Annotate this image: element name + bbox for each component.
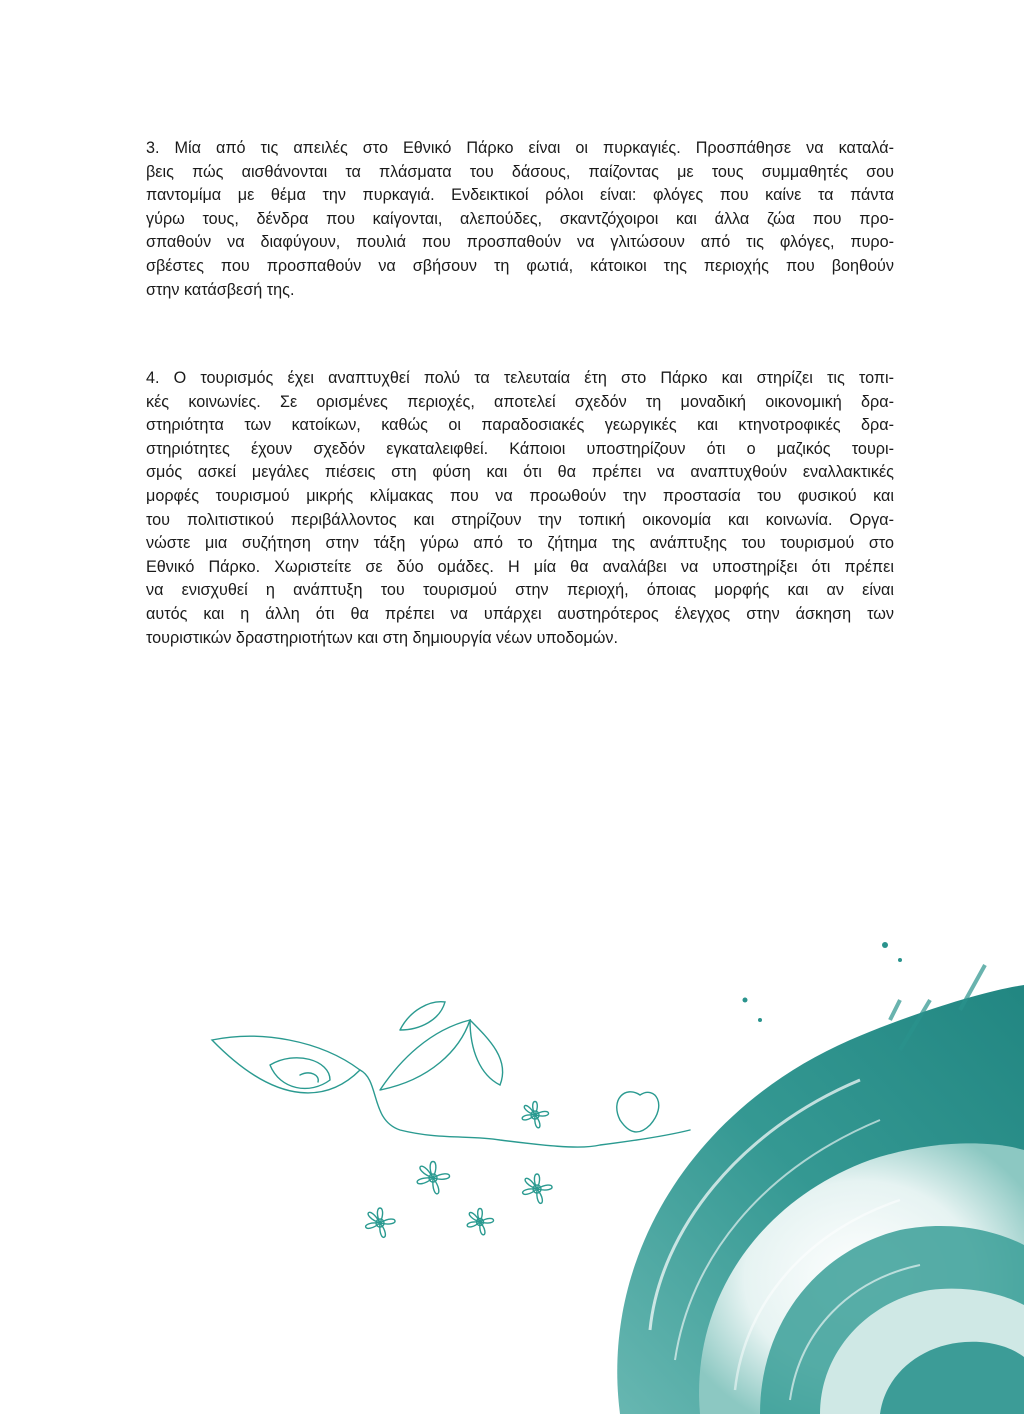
text-line: στηριότητα των κατοίκων, καθώς οι παραδοσιακές γεωργικές και κτηνοτροφικές δρα- [146, 416, 894, 435]
text-line: κές κοινωνίες. Σε ορισμένες περιοχές, αποτελεί σχεδόν τη μοναδική οικονομική δρα- [146, 392, 894, 411]
text-line: του πολιτιστικού περιβάλλοντος και στηρίζουν την τοπική οικονομία και κοινωνία. Οργα- [146, 510, 894, 529]
text-line: βεις πώς αισθάνονται τα πλάσματα του δάσους, παίζοντας με τους συμμαθητές σου [146, 162, 894, 181]
text-line: σμός ασκεί μεγάλες πιέσεις στη φύση και ότι θα πρέπει να αναπτυχθούν εναλλακτικές [146, 463, 894, 482]
teal-swirl-wave-icon [617, 942, 1024, 1414]
text-line: γύρω τους, δένδρα που καίγονται, αλεπούδες, σκαντζόχοιροι και άλλα ζώα που προ- [146, 209, 894, 228]
text-line: στην κατάσβεσή της. [146, 280, 295, 299]
text-line: Εθνικό Πάρκο. Χωριστείτε σε δύο ομάδες. Η μία θα αναλάβει να υποστηρίξει ότι πρέπει [146, 557, 894, 576]
text-line: σπαθούν να διαφύγουν, πουλιά που προσπαθούν να γλιτώσουν από τις φλόγες, πυρο- [146, 233, 894, 252]
text-line: μορφές τουρισμού μικρής κλίμακας που να προωθούν την προστασία του φυσικού και [146, 486, 894, 505]
text-line: τουριστικών δραστηριοτήτων και στη δημιουργία νέων υποδομών. [146, 628, 618, 647]
text-line: παντομίμα με θέμα την πυρκαγιά. Ενδεικτικοί ρόλοι είναι: φλόγες που καίνε τα πάντα [146, 186, 894, 205]
text-line: στηριότητες έχουν σχεδόν εγκαταλειφθεί. Κάποιοι υποστηρίζουν ότι ο μαζικός τουρι- [146, 439, 894, 458]
line-art-leaves-and-flowers-icon [212, 1002, 690, 1238]
text-line: να ενισχυθεί η ανάπτυξη του τουρισμού στην περιοχή, όποιας μορφής και αν είναι [146, 581, 894, 600]
text-line: 3. Μία από τις απειλές στο Εθνικό Πάρκο είναι οι πυρκαγιές. Προσπάθησε να καταλά- [146, 139, 894, 157]
text-line: αυτός και η άλλη ότι θα πρέπει να υπάρχει αυστηρότερος έλεγχος στην άσκηση των [146, 604, 894, 623]
text-line: 4. Ο τουρισμός έχει αναπτυχθεί πολύ τα τελευταία έτη στο Πάρκο και στηρίζει τις τοπι- [146, 369, 894, 387]
text-line: σβέστες που προσπαθούν να σβήσουν τη φωτιά, κάτοικοι της περιοχής που βοηθούν [146, 256, 894, 275]
text-line: νώστε μια συζήτηση στην τάξη γύρω από το ζήτημα της ανάπτυξης του τουρισμού στο [146, 534, 894, 553]
